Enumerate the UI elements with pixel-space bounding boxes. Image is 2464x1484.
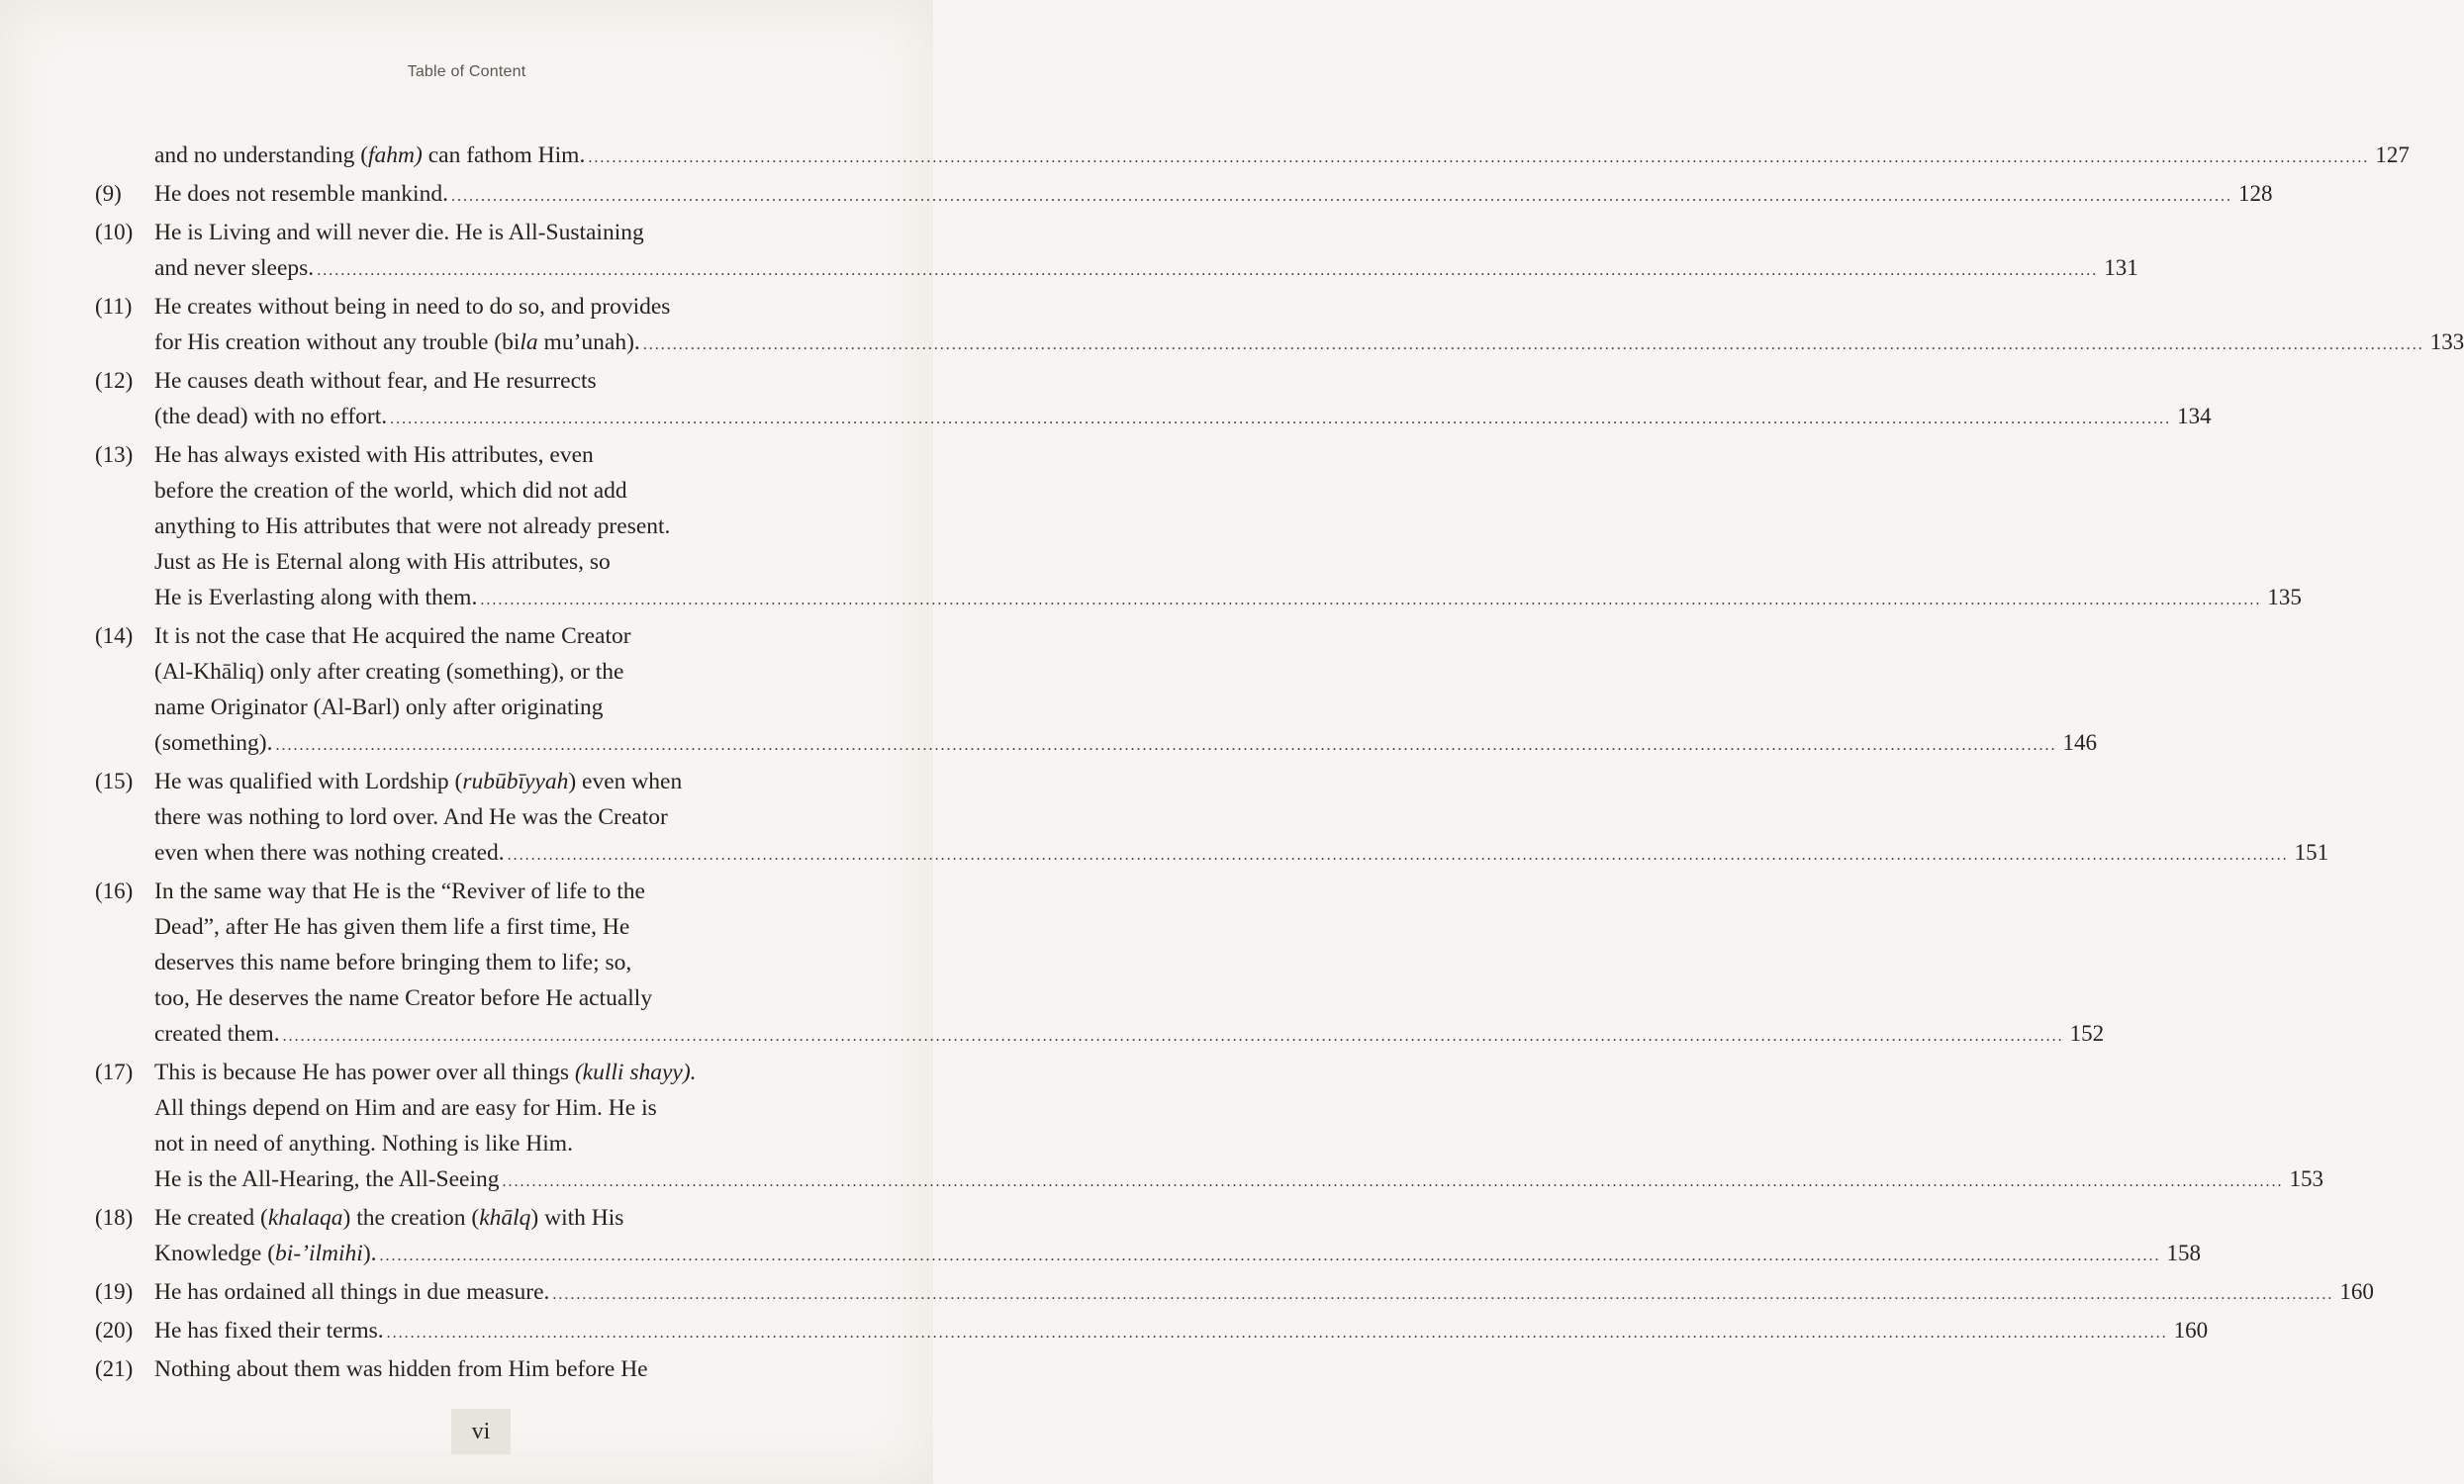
entry-last-line <box>154 176 2273 215</box>
entry-last-line <box>154 250 2138 289</box>
entry-text <box>154 363 2212 437</box>
toc-entry[interactable] <box>95 1055 2324 1200</box>
entry-text <box>154 215 2138 289</box>
entry-text <box>154 1200 2202 1274</box>
toc-entry[interactable] <box>95 1313 2209 1351</box>
toc-entry[interactable] <box>95 176 2273 215</box>
dot-leader: ............................................................................................................................................................................................................................................................................................................ <box>390 411 2172 427</box>
entry-last-line <box>154 1016 2105 1055</box>
entry-text <box>154 1351 859 1387</box>
toc-entry[interactable] <box>95 1200 2202 1274</box>
entry-line: anything to His attributes that were not already present. <box>154 513 671 539</box>
dot-leader: ............................................................................................................................................................................................................................................................................................................ <box>588 149 2370 166</box>
toc-entry[interactable] <box>95 363 2212 437</box>
entry-number: (20) <box>95 1318 134 1343</box>
entry-title-end: even when there was nothing created. <box>154 840 505 866</box>
entry-number: (16) <box>95 879 134 903</box>
entry-last-line <box>154 1313 2209 1351</box>
entry-line: This is because He has power over all things (kulli shayy). <box>154 1060 697 1085</box>
entry-title-end: He does not resemble mankind. <box>154 181 448 207</box>
dot-leader: ............................................................................................................................................................................................................................................................................................................ <box>480 592 2262 608</box>
entry-title-end: (the dead) with no effort. <box>154 404 388 429</box>
dot-leader: ............................................................................................................................................................................................................................................................................................................ <box>317 262 2099 279</box>
entry-text <box>154 618 2097 764</box>
entry-line: Dead”, after He has given them life a first time, He <box>154 914 630 940</box>
dot-leader: ............................................................................................................................................................................................................................................................................................................ <box>450 188 2232 205</box>
entry-text <box>154 437 2302 618</box>
entry-number: (13) <box>95 442 134 467</box>
entry-text <box>154 176 2273 215</box>
entry-number: (9) <box>95 181 122 206</box>
entry-line: He creates without being in need to do so, and provides <box>154 294 671 320</box>
dot-leader: ............................................................................................................................................................................................................................................................................................................ <box>507 847 2289 864</box>
entry-page-number[interactable]: 160 <box>2339 1279 2374 1304</box>
toc-entry[interactable] <box>95 1351 859 1387</box>
entry-line: He has always existed with His attributes, even <box>154 442 594 468</box>
entry-number: (12) <box>95 368 134 393</box>
entry-page-number[interactable]: 151 <box>2294 840 2329 865</box>
entry-last-line <box>154 399 2212 437</box>
entry-last-line <box>154 138 2410 176</box>
entry-line: He causes death without fear, and He resurrects <box>154 368 597 394</box>
entry-title-end: He is the All-Hearing, the All-Seeing <box>154 1166 500 1192</box>
toc-entry[interactable] <box>95 437 2302 618</box>
dot-leader: ............................................................................................................................................................................................................................................................................................................ <box>502 1173 2284 1190</box>
entry-page-number[interactable]: 152 <box>2069 1021 2105 1046</box>
entry-page-number[interactable]: 131 <box>2104 255 2138 280</box>
entry-line: It is not the case that He acquired the name Creator <box>154 623 631 649</box>
entry-number: (10) <box>95 220 134 244</box>
entry-page-number[interactable]: 146 <box>2062 730 2097 755</box>
table-of-contents <box>95 138 2464 1387</box>
dot-leader: ............................................................................................................................................................................................................................................................................................................ <box>379 1248 2161 1264</box>
toc-entry[interactable] <box>95 618 2097 764</box>
entry-last-line <box>154 1274 2374 1313</box>
entry-text <box>154 874 2105 1055</box>
entry-line: name Originator (Al-Barl) only after originating <box>154 695 604 720</box>
entry-line: deserves this name before bringing them to life; so, <box>154 950 632 975</box>
entry-last-line <box>154 580 2302 618</box>
entry-page-number[interactable]: 158 <box>2166 1241 2202 1265</box>
entry-number: (19) <box>95 1279 134 1304</box>
entry-title-end: He has ordained all things in due measure. <box>154 1279 550 1305</box>
dot-leader: ............................................................................................................................................................................................................................................................................................................ <box>275 737 2057 754</box>
entry-line: there was nothing to lord over. And He was the Creator <box>154 804 668 830</box>
entry-page-number[interactable]: 133 <box>2429 329 2464 354</box>
running-head: Table of Content <box>407 63 526 80</box>
entry-number: (15) <box>95 769 134 793</box>
entry-line: (Al-Khāliq) only after creating (something), or the <box>154 659 624 685</box>
entry-last-line <box>154 1161 2324 1200</box>
entry-page-number[interactable]: 134 <box>2177 404 2212 428</box>
entry-page-number[interactable]: 160 <box>2173 1318 2209 1343</box>
toc-entry[interactable] <box>95 874 2105 1055</box>
entry-title-end: created them. <box>154 1021 280 1047</box>
entry-title-end: He has fixed their terms. <box>154 1318 384 1344</box>
toc-entry[interactable] <box>95 1274 2374 1313</box>
dot-leader: ............................................................................................................................................................................................................................................................................................................ <box>386 1325 2168 1342</box>
entry-text <box>154 1274 2374 1313</box>
toc-entry[interactable] <box>95 215 2138 289</box>
entry-line: He created (khalaqa) the creation (khālq) with His <box>154 1205 624 1231</box>
entry-line: All things depend on Him and are easy for Him. He is <box>154 1095 657 1121</box>
toc-entry[interactable] <box>95 289 2464 363</box>
entry-page-number[interactable]: 135 <box>2267 585 2302 609</box>
entry-number: (11) <box>95 294 133 319</box>
entry-text <box>154 138 2410 176</box>
entry-title-end: and never sleeps. <box>154 255 315 281</box>
entry-text <box>154 764 2329 874</box>
page-number: vi <box>451 1409 511 1454</box>
entry-line: He is Living and will never die. He is All-Sustaining <box>154 220 644 245</box>
dot-leader: ............................................................................................................................................................................................................................................................................................................ <box>642 336 2424 353</box>
entry-title-end: He is Everlasting along with them. <box>154 585 478 610</box>
entry-line: In the same way that He is the “Reviver of life to the <box>154 879 645 904</box>
entry-line: Just as He is Eternal along with His attributes, so <box>154 549 611 575</box>
entry-number: (14) <box>95 623 134 648</box>
entry-line: not in need of anything. Nothing is like Him. <box>154 1131 573 1157</box>
toc-entry[interactable] <box>95 764 2329 874</box>
entry-title-end: (something). <box>154 730 273 756</box>
entry-last-line <box>154 1236 2202 1274</box>
entry-page-number[interactable]: 153 <box>2289 1166 2324 1191</box>
entry-title-end: Knowledge (bi-’ilmihi). <box>154 1241 377 1266</box>
entry-title-end: and no understanding (fahm) can fathom Him. <box>154 142 586 168</box>
toc-entry[interactable] <box>95 138 2410 176</box>
entry-page-number[interactable]: 127 <box>2375 142 2410 167</box>
entry-number: (17) <box>95 1060 134 1084</box>
dot-leader: ............................................................................................................................................................................................................................................................................................................ <box>552 1286 2334 1303</box>
entry-line: He was qualified with Lordship (rubūbīyyah) even when <box>154 769 683 794</box>
entry-number: (18) <box>95 1205 134 1230</box>
entry-last-line <box>154 725 2097 764</box>
entry-text <box>154 289 2464 363</box>
entry-last-line <box>154 835 2329 874</box>
entry-page-number[interactable]: 128 <box>2237 181 2273 206</box>
entry-line: before the creation of the world, which did not add <box>154 478 627 504</box>
entry-last-line <box>154 325 2464 363</box>
entry-number: (21) <box>95 1356 134 1381</box>
dot-leader: ............................................................................................................................................................................................................................................................................................................ <box>282 1028 2064 1045</box>
entry-title-end: for His creation without any trouble (bila mu’unah). <box>154 329 640 355</box>
entry-line: Nothing about them was hidden from Him before He <box>154 1356 648 1382</box>
entry-text <box>154 1313 2209 1351</box>
entry-line: too, He deserves the name Creator before He actually <box>154 985 653 1011</box>
entry-text <box>154 1055 2324 1200</box>
